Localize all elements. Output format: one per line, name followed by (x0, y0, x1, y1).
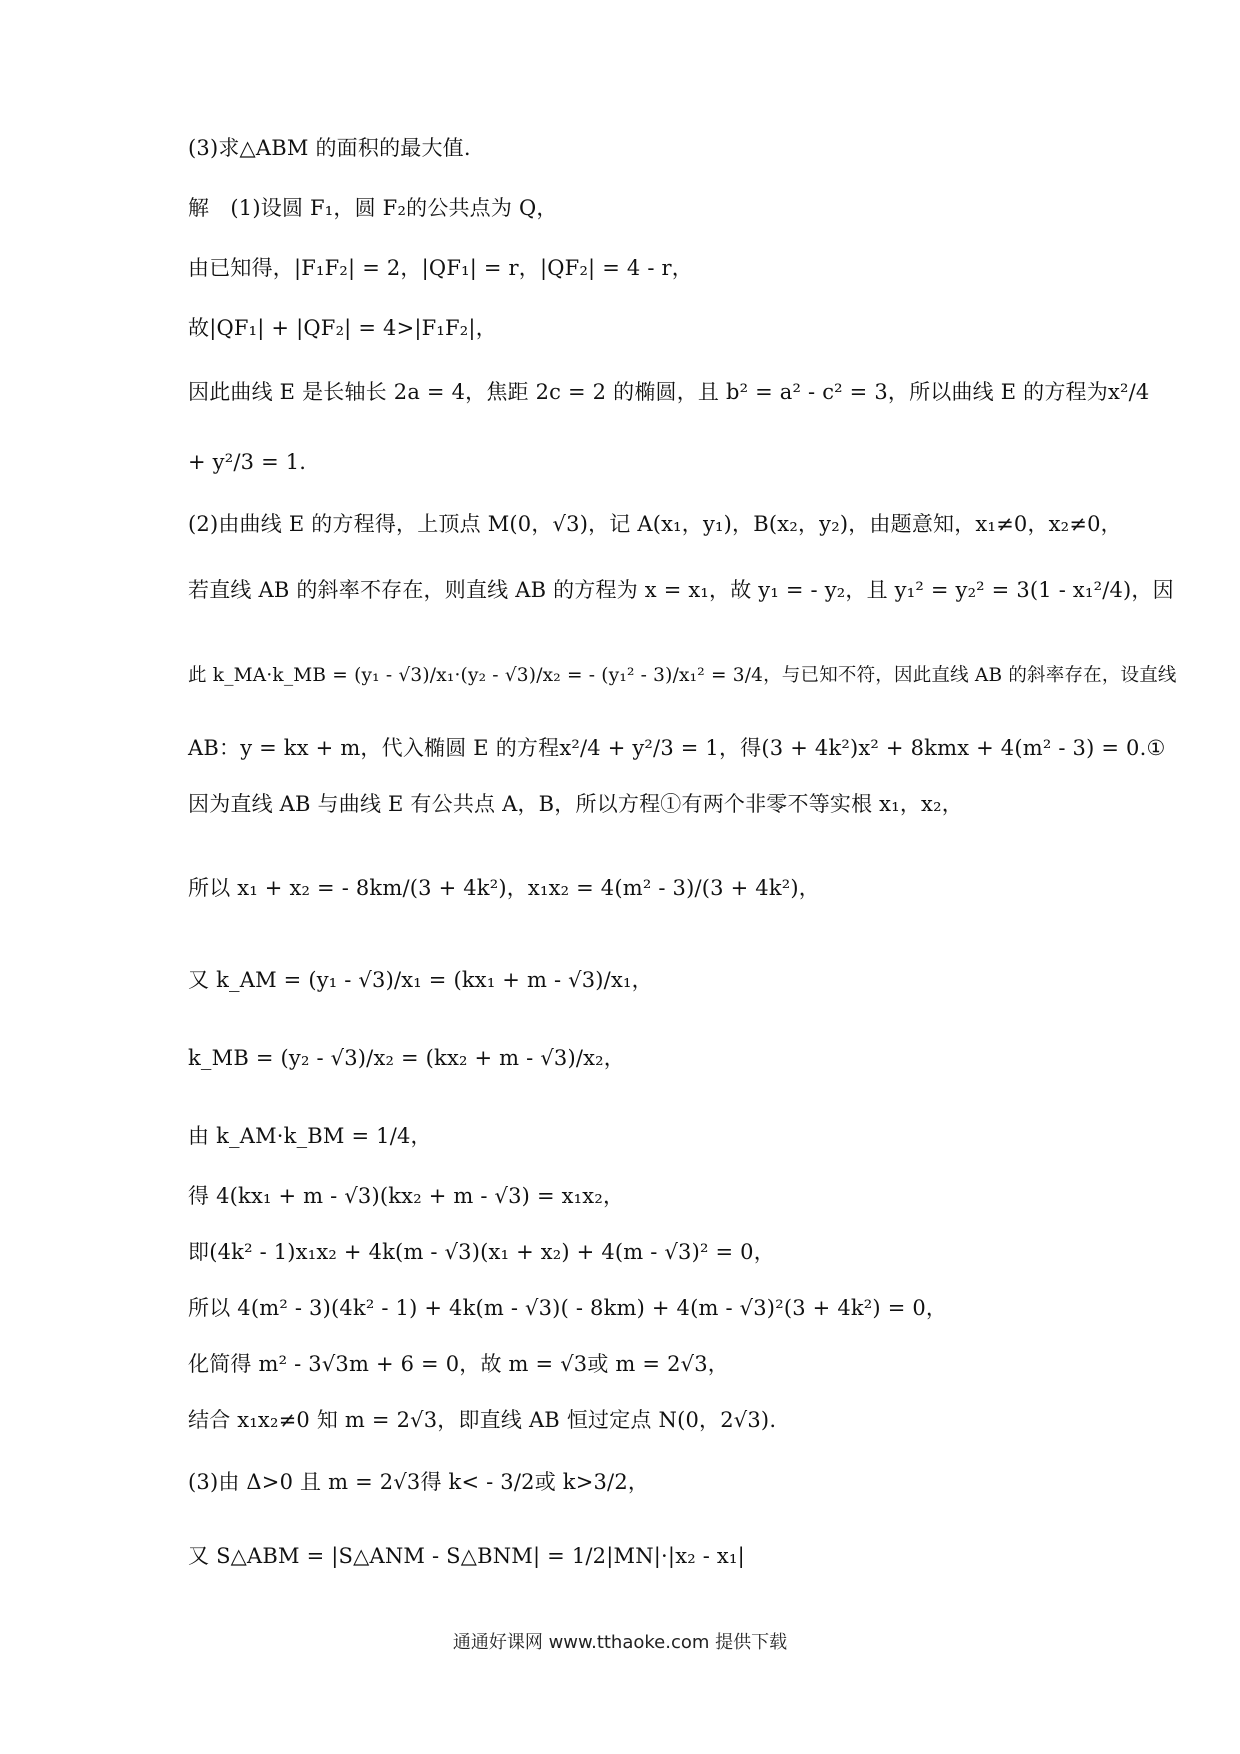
text-line-4: 故|QF₁| + |QF₂| = 4>|F₁F₂|， (188, 316, 497, 340)
text-line-7: (2)由曲线 E 的方程得，上顶点 M(0，√3)，记 A(x₁，y₁)，B(x₂，y₂)，由题意知，x₁≠0，x₂≠0， (188, 512, 1122, 536)
text-line-2: 解 (1)设圆 F₁，圆 F₂的公共点为 Q， (188, 196, 558, 220)
text-line-9: 此 k_MA·k_MB = (y₁ - √3)/x₁·(y₂ - √3)/x₂ = - (y₁² - 3)/x₁² = 3/4，与已知不符，因此直线 AB 的斜率存在，设直线 (188, 665, 1177, 686)
text-line-6: + y²/3 = 1. (188, 450, 307, 474)
text-line-16: 得 4(kx₁ + m - √3)(kx₂ + m - √3) = x₁x₂， (188, 1184, 625, 1208)
text-line-10: AB：y = kx + m，代入椭圆 E 的方程x²/4 + y²/3 = 1，得(3 + 4k²)x² + 8kmx + 4(m² - 3) = 0.① (188, 736, 1166, 760)
text-line-12: 所以 x₁ + x₂ = - 8km/(3 + 4k²)，x₁x₂ = 4(m² - 3)/(3 + 4k²)， (188, 876, 820, 900)
page-footer: 通通好课网 www.tthaoke.com 提供下载 (452, 1632, 788, 1653)
text-line-14: k_MB = (y₂ - √3)/x₂ = (kx₂ + m - √3)/x₂， (188, 1046, 626, 1070)
text-line-19: 化简得 m² - 3√3m + 6 = 0，故 m = √3或 m = 2√3， (188, 1352, 729, 1376)
text-line-11: 因为直线 AB 与曲线 E 有公共点 A，B，所以方程①有两个非零不等实根 x₁，x₂， (188, 792, 963, 816)
text-line-8: 若直线 AB 的斜率不存在，则直线 AB 的方程为 x = x₁，故 y₁ = - y₂，且 y₁² = y₂² = 3(1 - x₁²/4)，因 (188, 578, 1174, 602)
text-line-18: 所以 4(m² - 3)(4k² - 1) + 4k(m - √3)( - 8km) + 4(m - √3)²(3 + 4k²) = 0， (188, 1296, 948, 1320)
text-line-20: 结合 x₁x₂≠0 知 m = 2√3，即直线 AB 恒过定点 N(0，2√3). (188, 1408, 777, 1432)
text-line-1: (3)求△ABM 的面积的最大值. (188, 136, 471, 160)
text-line-3: 由已知得，|F₁F₂| = 2，|QF₁| = r，|QF₂| = 4 - r， (188, 256, 693, 280)
text-line-13: 又 k_AM = (y₁ - √3)/x₁ = (kx₁ + m - √3)/x₁， (188, 968, 653, 992)
text-line-17: 即(4k² - 1)x₁x₂ + 4k(m - √3)(x₁ + x₂) + 4(m - √3)² = 0， (188, 1240, 775, 1264)
text-line-15: 由 k_AM·k_BM = 1/4， (188, 1124, 432, 1148)
text-line-5: 因此曲线 E 是长轴长 2a = 4，焦距 2c = 2 的椭圆，且 b² = a² - c² = 3，所以曲线 E 的方程为x²/4 (188, 380, 1150, 404)
text-line-21: (3)由 Δ>0 且 m = 2√3得 k< - 3/2或 k>3/2， (188, 1470, 650, 1494)
text-line-22: 又 S△ABM = |S△ANM - S△BNM| = 1/2|MN|·|x₂ - x₁| (188, 1544, 745, 1568)
